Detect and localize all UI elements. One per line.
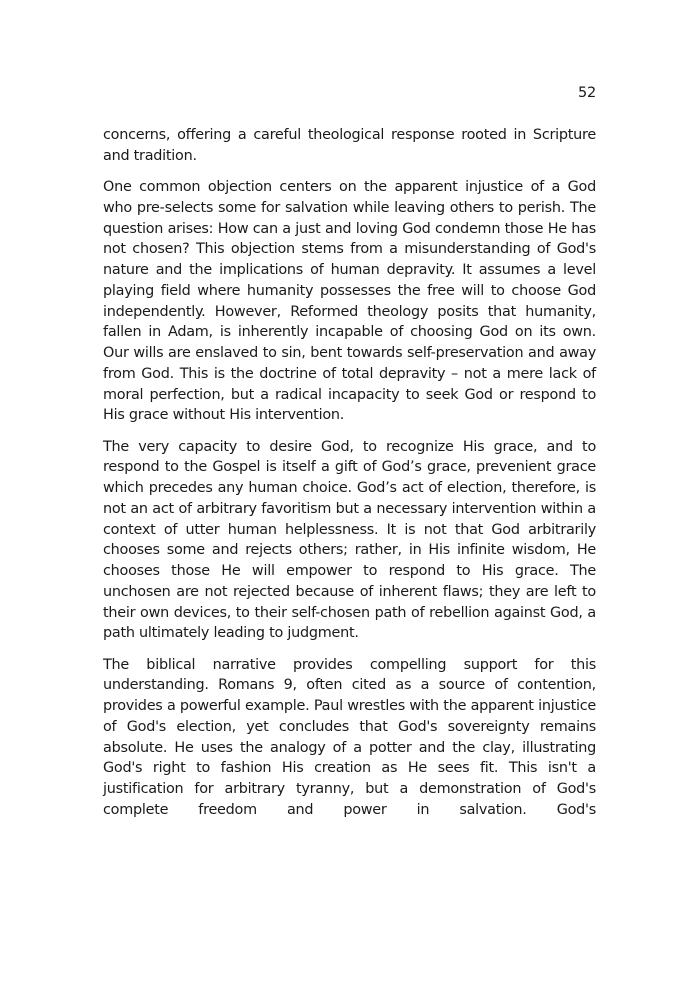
paragraph: The very capacity to desire God, to recognize His grace, and to respond to the Gospel is itself a gift of God’s grace, prevenient grace which precedes any human choice. God’s act of election, therefore, is not an act of arbitrary favoritism but a necessary intervention within a context of utter human helplessness. It is not that God arbitrarily chooses some and rejects others; rather, in His infinite wisdom, He chooses those He will empower to respond to His grace. The unchosen are not rejected because of inherent flaws; they are left to their own devices, to their self-chosen path of rebellion against God, a path ultimately leading to judgment. (103, 438, 596, 642)
body-text (103, 125, 596, 831)
paragraph: One common objection centers on the apparent injustice of a God who pre-selects some for salvation while leaving others to perish. The question arises: How can a just and loving God condemn those He has not chosen? This objection stems from a misunderstanding of God's nature and the implications of human depravity. It assumes a level playing field where humanity possesses the free will to choose God independently. However, Reformed theology posits that humanity, fallen in Adam, is inherently incapable of choosing God on its own. Our wills are enslaved to sin, bent towards self-preservation and away from God. This is the doctrine of total depravity – not a mere lack of moral perfection, but a radical incapacity to seek God or respond to His grace without His intervention. (103, 179, 596, 424)
page-number: 52 (577, 85, 596, 101)
paragraph: The biblical narrative provides compelling support for this understanding. Romans 9, often cited as a source of contention, provides a powerful example. Paul wrestles with the apparent injustice of God's election, yet concludes that God's sovereignty remains absolute. He uses the analogy of a potter and the clay, illustrating God's right to fashion His creation as He sees fit. This isn't a justification for arbitrary tyranny, but a demonstration of God's complete freedom and power in salvation. God's (103, 656, 596, 818)
paragraph: concerns, offering a careful theological response rooted in Scripture and tradition. (103, 127, 596, 164)
